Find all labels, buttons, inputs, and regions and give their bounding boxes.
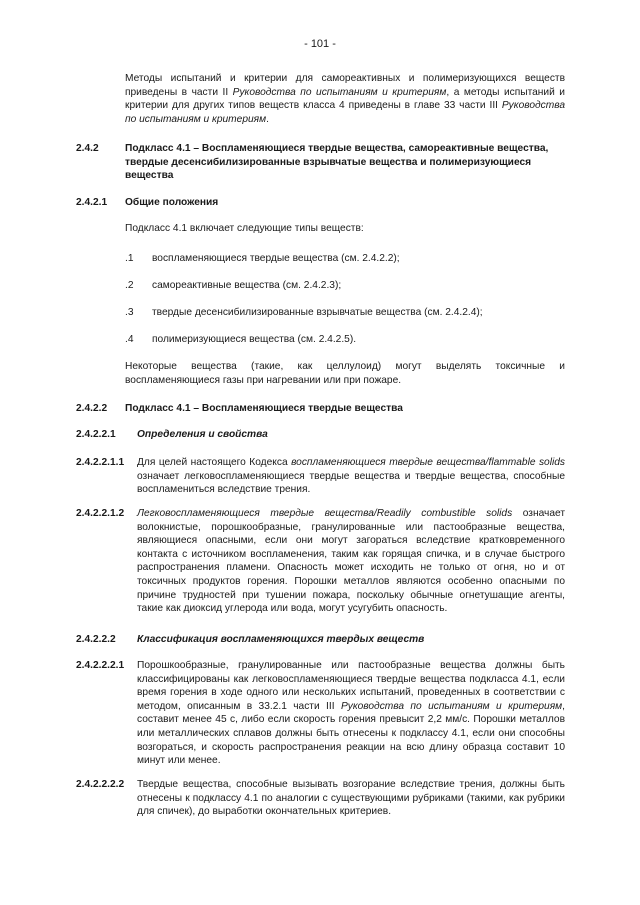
list-item-number: .4 (125, 334, 134, 345)
intro-text-2: , а методы испытаний и критерии для других типов веществ класса 4 приведены в главе 33 части III (125, 86, 565, 112)
section-title-2-4-2-2-2: Классификация воспламеняющихся твердых веществ (137, 634, 425, 645)
intro-italic-1: Руководства по испытаниям и критериям (232, 86, 447, 98)
paragraph-2-4-2-2-1-1 (137, 456, 565, 497)
section-number-2-4-2-1: 2.4.2.1 (76, 197, 108, 208)
list-item-number: .3 (125, 307, 134, 318)
section-title-2-4-2-2-1: Определения и свойства (137, 429, 268, 440)
page-number: - 101 - (304, 38, 336, 50)
list-item-number: .1 (125, 253, 134, 264)
paragraph-italic-term: Легковоспламеняющиеся твердые вещества/Readily combustible solids (137, 508, 513, 519)
paragraph-2-4-2-2-2-2: Твердые вещества, способные вызывать возгорание вследствие трения, должны быть отнесены к подклассу 4.1 по аналогии с существующими рубриками (такими, как рубрики для спичек), до выработки окончательных критериев. (137, 779, 565, 818)
section-title-2-4-2-1: Общие положения (125, 197, 219, 208)
types-intro: Подкласс 4.1 включает следующие типы веществ: (125, 223, 364, 234)
intro-italic-2: Руководства по испытаниям и критериям (125, 100, 565, 125)
paragraph-italic-term: воспламеняющиеся твердые вещества/flammable solids (291, 457, 565, 468)
list-item-number: .2 (125, 280, 134, 291)
list-item-text: воспламеняющиеся твердые вещества (см. 2.4.2.2); (152, 253, 400, 264)
paragraph-text: Для целей настоящего Кодекса (137, 457, 292, 468)
section-number-2-4-2-2-1: 2.4.2.2.1 (76, 429, 116, 440)
paragraph-italic-reference: Руководства по испытаниям и критериям (340, 700, 563, 712)
list-item-text: самореактивные вещества (см. 2.4.2.3); (152, 280, 342, 291)
section-number-2-4-2-2-2: 2.4.2.2.2 (76, 634, 116, 645)
intro-paragraph (125, 72, 565, 126)
list-item-text: твердые десенсибилизированные взрывчатые вещества (см. 2.4.2.4); (152, 307, 483, 318)
section-number-2-4-2-2: 2.4.2.2 (76, 403, 108, 414)
paragraph-2-4-2-2-2-1 (137, 659, 565, 768)
section-number-2-4-2-2-1-2: 2.4.2.2.1.2 (76, 508, 125, 519)
intro-text-1: Методы испытаний и критерии для самореактивных и полимеризующихся веществ приведены в части II (125, 73, 565, 98)
section-number-2-4-2-2-2-2: 2.4.2.2.2.2 (76, 779, 125, 790)
paragraph-text: , составит менее 45 с, либо если скорость горения превысит 2,2 мм/с. Порошки металлов или металлических сплавов должны быть отнесены к подклассу 4.1, если они способны возгораться, и скорость распространения реакции на всю длину образца составит 10 минут или менее. (137, 700, 565, 767)
paragraph-2-4-2-2-1-2 (137, 507, 565, 616)
paragraph-text: означает легковоспламеняющиеся твердые вещества и твердые вещества, способные воспламениться вследствие трения. (137, 470, 565, 496)
section-number-2-4-2: 2.4.2 (76, 143, 99, 154)
intro-text-3: . (266, 113, 269, 125)
section-title-2-4-2: Подкласс 4.1 – Воспламеняющиеся твердые вещества, самореактивные вещества, твердые десенсибилизированные взрывчатые вещества и полимеризующиеся вещества (125, 143, 549, 182)
paragraph-text: означает волокнистые, порошкообразные, гранулированные или пастообразные вещества, являющиеся опасными, если они могут загораться вследствие кратковременного контакта с источником воспламенения, таким как горящая спичка, и в случае быстрого распространения пламени. Опасность может исходить не только от огня, но и от токсичных продуктов горения. Порошки металлов являются особенно опасными по причине трудностей при тушении пожара, поскольку обычные огнетушащие агенты, такие как диоксид углерода или вода, могут усугубить опасность. (137, 508, 565, 615)
section-number-2-4-2-2-2-1: 2.4.2.2.2.1 (76, 660, 125, 671)
list-item-text: полимеризующиеся вещества (см. 2.4.2.5). (152, 334, 357, 345)
paragraph-text: Порошкообразные, гранулированные или пастообразные вещества должны быть классифицированы как легковоспламеняющиеся твердые вещества подкласса 4.1, если время горения в ходе одного или нескольких испытаний, проведенных в соответствии с методом, описанным в 33.2.1 части III (137, 660, 565, 712)
section-number-2-4-2-2-1-1: 2.4.2.2.1.1 (76, 457, 125, 468)
section-note: Некоторые вещества (такие, как целлулоид) могут выделять токсичные и воспламеняющиеся газы при нагревании или при пожаре. (125, 361, 565, 386)
section-title-2-4-2-2: Подкласс 4.1 – Воспламеняющиеся твердые вещества (125, 403, 403, 414)
